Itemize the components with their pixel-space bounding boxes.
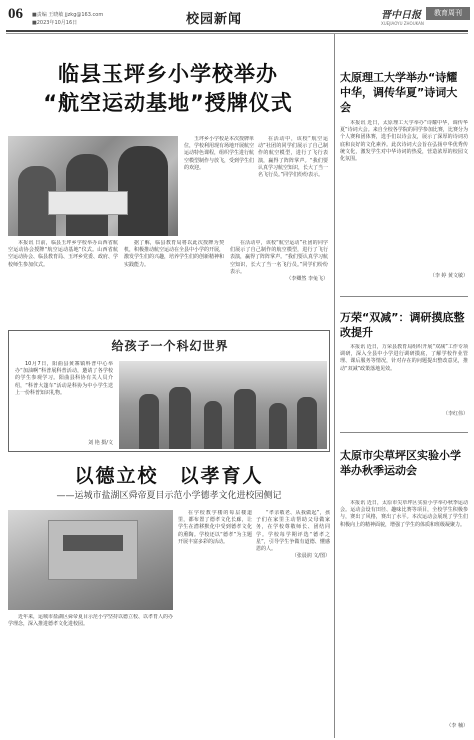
right-article-title: 太原市尖草坪区实验小学举办秋季运动会	[340, 449, 461, 477]
lead-byline: （李卿然 李兔飞）	[286, 276, 328, 283]
lead-paragraph: 在活动中，该校“航空运动”社团的同学们展示了自己制作的航空模型，进行了飞行表演，赢得了阵阵掌声。“我们要认真学习航空知识，长大了当一名飞行员。”同学们纷纷表示。	[230, 240, 328, 275]
page-number: 06	[8, 6, 23, 22]
lead-column	[230, 240, 328, 320]
lead-column	[184, 136, 254, 236]
photo-figure	[269, 403, 287, 449]
lead-paragraph: 在活动中，该校“航空运动”社团的同学们展示了自己制作的航空模型，进行了飞行表演，赢得了阵阵掌声。“我们要认真学习航空知识，长大了当一名飞行员。”同学们纷纷表示。	[258, 136, 328, 179]
column-divider	[334, 34, 335, 738]
feature-paragraph: 10月7日，阳曲县黄寨镇科普中心举办“加油啊”科普展科普活动，邀请了各学校的学生参观学习。阳曲县科协有关人员介绍，“科普大篷车”活动是科协为中小学生送上一份科普知识礼物。	[15, 361, 113, 396]
lead-paragraph: 本报讯 日前，临县玉坪乡学校举办山西省航空运动协会授牌“航空运动基地”仪式。山西省航空运动协会、临县教育局、玉坪乡党委、政府、学校师生参加仪式。	[8, 240, 118, 268]
right-article-byline: （李 婷 黄文敏）	[429, 273, 468, 279]
lead-paragraph: 玉坪乡小学校是本次授牌单位，学校利用现有场地开展航空运动特色课程，组织学生进行航空模型制作与放飞，受到学生们的欢迎。	[184, 136, 254, 171]
lead-paragraph: 据了解，临县教育局将以此次授牌为契机，积极推动航空运动在全县中小学的开展，激发学生们的兴趣，培养学生们的创新精神和实践能力。	[124, 240, 224, 268]
right-article-body	[340, 120, 468, 270]
lead-headline	[8, 60, 328, 118]
second-paragraph: “孝亲敬老、从我做起”，孩子们在家里主动帮助父母做家务，在学校尊敬师长、团结同学。学校每学期评选“德孝之星”，引导学生争做有道德、懂感恩的人。	[256, 510, 330, 553]
second-photo	[8, 510, 173, 610]
feature-photo	[119, 361, 327, 449]
second-subtitle: ——运城市盐湖区舜帝夏目示范小学德孝文化进校园侧记	[56, 491, 282, 501]
award-plaque	[48, 191, 128, 215]
right-article-title: 万荣“双减”：调研摸底整改提升	[340, 311, 465, 339]
right-article-title: 太原理工大学举办“诗耀中华，调传华夏”诗词大会	[340, 71, 458, 114]
right-article-paragraph: 本报讯 近日，万荣县教育局组织开展“双减”工作专项调研，深入全县中小学进行调研摸底，了解学校作业管理、课后服务等情况，针对存在的问题提出整改意见，推动“双减”政策落地见效。	[340, 344, 468, 372]
right-article-paragraph: 本报讯 近日，太原理工大学举办“诗耀中华，调传华夏”诗词大会。来自全校各学院的同学参加比赛，比赛分为个人赛和团体赛，选手们以诗会友，展示了深厚的诗词功底和良好的文化素养。此次诗词大会旨在弘扬中华优秀传统文化，激发学生对中华诗词的热爱，营造浓厚的校园文化氛围。	[340, 120, 468, 163]
lead-column	[8, 240, 118, 320]
header-rule	[6, 30, 468, 32]
newspaper-logo: 晋中日报	[381, 10, 421, 21]
right-article-paragraph: 本报讯 近日，太原市尖草坪区实验小学举办秋季运动会。运动会设有田径、趣味比赛等项目，全校学生积极参与，赛出了风格，赛出了水平。本次运动会展现了学生们积极向上的精神面貌，增强了学生的体质和班级凝聚力。	[340, 500, 468, 528]
second-byline: （张晨润 文/图）	[291, 553, 330, 560]
right-article-body	[340, 500, 468, 718]
right-article-body	[340, 344, 468, 404]
article-divider	[340, 296, 468, 297]
feature-title: 给孩子一个科幻世界	[111, 339, 229, 353]
issue-date: ■2023年10月16日	[32, 20, 78, 26]
photo-figure	[204, 401, 222, 449]
feature-byline: 刘 艳 摄/文	[88, 440, 113, 446]
photo-figure	[234, 389, 256, 449]
second-paragraph: 近年来，运城市盐湖区舜帝夏目示范小学坚持以德立校、以孝育人的办学理念，深入推进德孝文化进校园。	[8, 614, 173, 628]
lead-title-line1: 临县玉坪乡小学校举办	[58, 62, 278, 86]
feature-column	[15, 361, 113, 441]
lead-title-line2: “航空运动基地”授牌仪式	[43, 91, 293, 115]
second-title: 以德立校 以孝育人	[74, 465, 264, 487]
second-column	[178, 510, 252, 732]
page-header	[6, 4, 468, 60]
lead-column	[124, 240, 224, 320]
right-article-byline: （李 楠）	[446, 723, 468, 729]
second-column	[8, 614, 173, 732]
second-paragraph: 在学校教学楼的每层楼道里，都布置了德孝文化长廊，让学生在潜移默化中受到德孝文化的熏陶。学校还以“德孝”为主题开展丰富多彩的活动。	[178, 510, 252, 545]
editor-info: ■责编 王晓敏 jjzkg@163.com	[32, 12, 104, 18]
lead-photo	[8, 136, 178, 236]
right-article-byline: （李红伟）	[442, 411, 468, 417]
article-divider	[340, 432, 468, 433]
photo-figure	[139, 394, 159, 449]
header-rule-thin	[6, 33, 468, 34]
section-title: 校园新闻	[186, 12, 243, 27]
photo-sign	[63, 535, 123, 551]
supplement-pinyin: XUEJIAOYU ZHOUKAN	[381, 21, 424, 26]
lead-column	[258, 136, 328, 236]
second-headline	[8, 463, 330, 503]
second-column	[256, 510, 330, 732]
supplement-badge: 教育周刊	[426, 7, 470, 20]
photo-figure	[297, 397, 317, 449]
photo-figure	[169, 387, 191, 449]
feature-box	[8, 330, 330, 452]
